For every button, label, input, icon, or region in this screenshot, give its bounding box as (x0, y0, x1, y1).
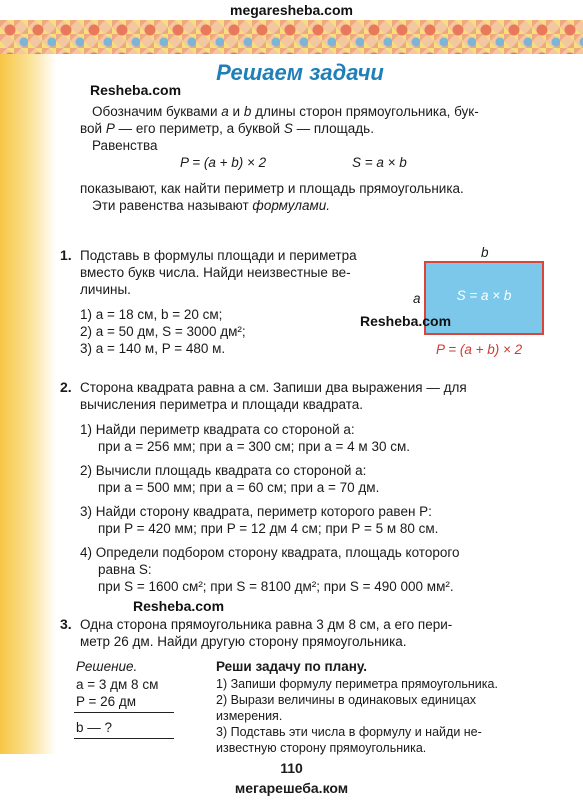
intro-line-1 (80, 103, 546, 120)
task3-line-2: метр 26 дм. Найди другую сторону прямоугольника. (80, 634, 407, 649)
task3-line-1: Одна сторона прямоугольника равна 3 дм 8 см, а его пери- (80, 617, 453, 632)
task2-sub-4-values: при S = 1600 см²; при S = 8100 дм²; при S = 490 000 мм². (98, 579, 454, 594)
task2-line-2: вычисления периметра и площади квадрата. (80, 397, 364, 412)
site-footer[interactable]: мегарешеба.ком (234, 780, 349, 796)
task2-sub-2-head: 2) Вычисли площадь квадрата со стороной a: (80, 463, 367, 478)
intro-text: — площадь. (292, 121, 374, 136)
rect-area-formula: S = a × b (456, 288, 512, 303)
plan-step: 3) Подставь эти числа в формулу и найди не- (216, 725, 482, 739)
intro-line-4: показывают, как найти периметр и площадь прямоугольника. (80, 181, 464, 196)
intro-text: вой (80, 121, 106, 136)
task1-line-2: вместо букв числа. Найди неизвестные ве- (80, 265, 351, 280)
plan-step: измерения. (216, 709, 283, 723)
answer-line (74, 738, 174, 739)
task2-line-1: Сторона квадрата равна a см. Запиши два выражения — для (80, 380, 467, 395)
formula-perimeter: P = (a + b) × 2 (180, 155, 267, 170)
page-title: Решаем задачи (216, 60, 384, 85)
intro-text: — его периметр, а буквой (114, 121, 284, 136)
intro-line-2 (80, 120, 546, 137)
task1-item-2: 2) a = 50 дм, S = 3000 дм²; (80, 324, 246, 339)
yellow-margin-stripe (0, 54, 56, 754)
task2-sub-4-head: 4) Определи подбором сторону квадрата, площадь которого (80, 545, 460, 560)
var-a: a (221, 104, 229, 119)
task1-line-3: личины. (80, 282, 131, 297)
rect-perimeter-formula: P = (a + b) × 2 (436, 342, 523, 357)
formula-area: S = a × b (352, 155, 407, 170)
task2-sub-3-head: 3) Найди сторону квадрата, периметр которого равен P: (80, 504, 432, 519)
site-header[interactable]: megaresheba.com (230, 2, 353, 18)
intro-text: длины сторон прямоугольника, бук- (251, 104, 479, 119)
task-number: 3. (60, 616, 72, 632)
task2-sub-1-head: 1) Найди периметр квадрата со стороной a: (80, 422, 355, 437)
task2-sub-2-values: при a = 500 мм; при a = 60 см; при a = 70 дм. (98, 480, 380, 495)
var-S: S (283, 121, 293, 136)
watermark: Resheba.com (360, 313, 452, 329)
task-number: 1. (60, 247, 72, 263)
intro-emphasis: формулами. (252, 198, 331, 213)
task1-item-1: 1) a = 18 см, b = 20 см; (80, 307, 223, 322)
find-b: b — ? (76, 720, 113, 735)
task-number: 2. (60, 379, 72, 395)
plan-step: 1) Запиши формулу периметра прямоугольника. (216, 677, 498, 691)
intro-line-5 (92, 197, 330, 214)
intro-text: и (228, 104, 244, 119)
solution-label: Решение. (76, 659, 138, 674)
watermark: Resheba.com (90, 82, 182, 98)
intro-line-3: Равенства (92, 138, 158, 153)
task2-sub-3-values: при P = 420 мм; при P = 12 дм 4 см; при P = 5 м 80 см. (98, 521, 439, 536)
plan-step: известную сторону прямоугольника. (216, 741, 427, 755)
intro-text: Обозначим буквами (92, 104, 222, 119)
task2-sub-4-head-cont: равна S: (98, 562, 152, 577)
task1-item-3: 3) a = 140 м, P = 480 м. (80, 341, 226, 356)
given-P: P = 26 дм (76, 694, 137, 709)
decorative-pattern-band (0, 20, 583, 54)
plan-title: Реши задачу по плану. (216, 659, 367, 674)
page-number: 110 (280, 760, 303, 776)
intro-text: Эти равенства называют (92, 198, 253, 213)
plan-step: 2) Вырази величины в одинаковых единицах (216, 693, 477, 707)
watermark: Resheba.com (133, 598, 225, 614)
rect-label-b: b (481, 245, 489, 260)
task1-line-1: Подставь в формулы площади и периметра (80, 248, 357, 263)
rect-label-a: a (413, 291, 421, 306)
var-b: b (243, 104, 252, 119)
given-divider (74, 712, 174, 713)
var-P: P (105, 121, 115, 136)
task2-sub-1-values: при a = 256 мм; при a = 300 см; при a = 4 м 30 см. (98, 439, 410, 454)
given-a: a = 3 дм 8 см (76, 677, 159, 692)
